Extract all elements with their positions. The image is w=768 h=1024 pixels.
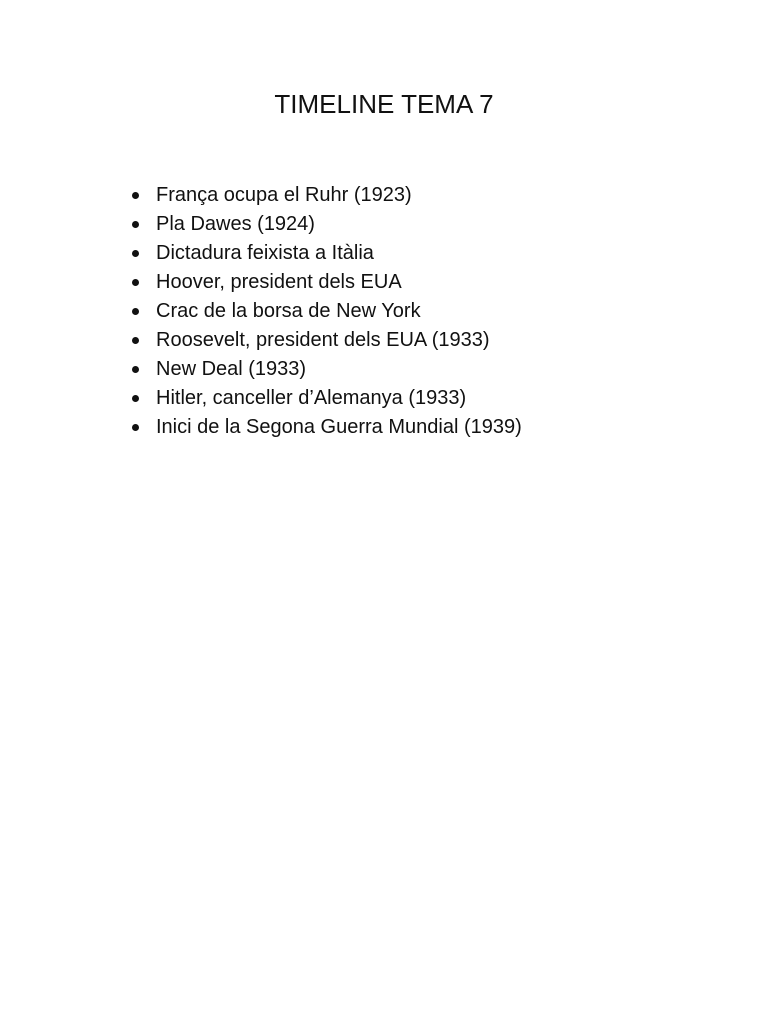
list-item	[130, 326, 522, 355]
list-item-text: Crac de la borsa de New York	[156, 300, 421, 322]
bullet-icon	[132, 366, 139, 373]
list-item	[130, 210, 522, 239]
timeline-list	[130, 181, 522, 442]
page-title: TIMELINE TEMA 7	[274, 89, 494, 119]
list-item-text: Hitler, canceller d’Alemanya (1933)	[156, 387, 467, 409]
bullet-icon	[132, 308, 139, 315]
list-item-text: New Deal (1933)	[156, 358, 307, 380]
bullet-icon	[132, 424, 139, 431]
bullet-icon	[132, 250, 139, 257]
list-item	[130, 268, 522, 297]
list-item	[130, 384, 522, 413]
bullet-icon	[132, 221, 139, 228]
list-item-text: Dictadura feixista a Itàlia	[156, 242, 374, 264]
list-item-text: Roosevelt, president dels EUA (1933)	[156, 329, 490, 351]
list-item-text: Hoover, president dels EUA	[156, 271, 402, 293]
list-item	[130, 355, 522, 384]
list-item	[130, 239, 522, 268]
list-item-text: Inici de la Segona Guerra Mundial (1939)	[156, 416, 522, 438]
list-item	[130, 181, 522, 210]
list-item-text: Pla Dawes (1924)	[156, 213, 315, 235]
bullet-icon	[132, 337, 139, 344]
list-item	[130, 413, 522, 442]
list-item-text: França ocupa el Ruhr (1923)	[156, 184, 412, 206]
bullet-icon	[132, 192, 139, 199]
list-item	[130, 297, 522, 326]
bullet-icon	[132, 279, 139, 286]
bullet-icon	[132, 395, 139, 402]
